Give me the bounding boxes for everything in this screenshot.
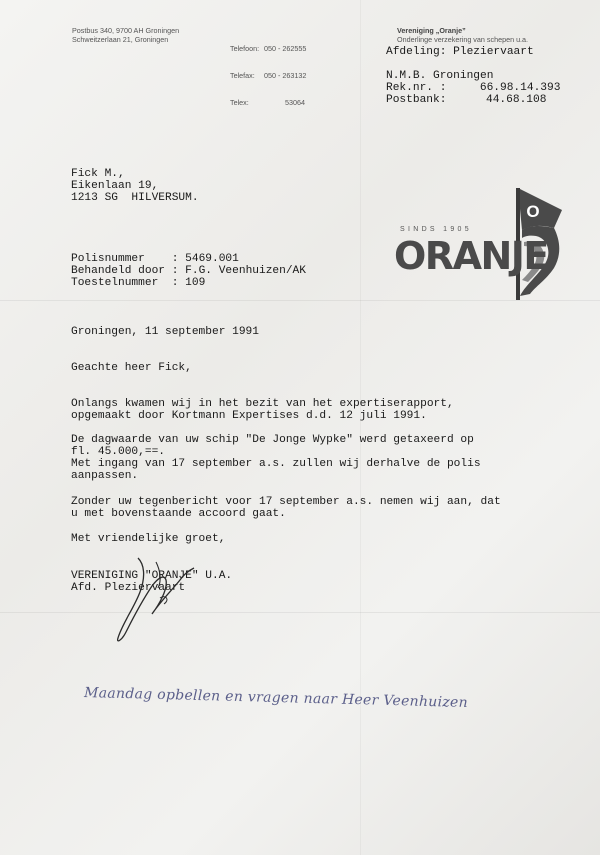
bank-accounts (386, 82, 560, 106)
salutation: Geachte heer Fick, (71, 362, 192, 374)
paragraph-1-line-2: opgemaakt door Kortmann Expertises d.d. 12 juli 1991. (71, 410, 427, 422)
oranje-logo (390, 184, 570, 302)
reference-label: Toestelnummer : (71, 277, 179, 289)
paragraph-3-line-2: aanpassen. (71, 470, 139, 482)
address-line: Postbus 340, 9700 AH Groningen (72, 26, 180, 35)
closing: Met vriendelijke groet, (71, 533, 226, 545)
flag-letter: O (526, 202, 540, 221)
signature-org: VERENIGING "ORANJE" U.A. (71, 570, 233, 582)
postbank-value: 44.68.108 (486, 94, 547, 106)
telefoon-label: Telefoon: (230, 44, 260, 53)
reference-value: F.G. Veenhuizen/AK (185, 265, 306, 277)
org-subtitle: Onderlinge verzekering van schepen u.a. (397, 35, 529, 44)
reference-label: Polisnummer : (71, 253, 179, 265)
handwritten-note: Maandag opbellen en vragen naar Heer Veenhuizen (83, 684, 469, 712)
rek-label: Rek.nr. : (386, 82, 447, 94)
reference-label: Behandeld door : (71, 265, 179, 277)
paragraph-3-line-1: Met ingang van 17 september a.s. zullen wij derhalve de polis (71, 458, 481, 470)
logo-since: SINDS 1905 (400, 226, 472, 233)
bank-name: N.M.B. Groningen (386, 70, 494, 82)
recipient-name: Fick M., (71, 168, 125, 180)
address-line: Schweitzerlaan 21, Groningen (72, 35, 169, 44)
date-line: Groningen, 11 september 1991 (71, 326, 259, 338)
paper-crease (360, 0, 361, 855)
telex-value: 53064 (285, 98, 305, 107)
letterhead-contact (230, 26, 306, 125)
telefoon-value: 050 - 262555 (264, 44, 307, 53)
telefax-label: Telefax: (230, 71, 255, 80)
reference-value: 5469.001 (185, 253, 239, 265)
reference-row (71, 277, 306, 289)
reference-row (71, 253, 306, 265)
postbank-label: Postbank: (386, 94, 447, 106)
org-name: Vereniging „Oranje” (397, 26, 466, 35)
letterhead-org (397, 26, 528, 44)
handwritten-signature (100, 540, 210, 650)
paragraph-2-line-2: fl. 45.000,==. (71, 446, 165, 458)
recipient-city: 1213 SG HILVERSUM. (71, 192, 199, 204)
reference-block (71, 253, 306, 289)
recipient-street: Eikenlaan 19, (71, 180, 159, 192)
reference-row (71, 265, 306, 277)
logo-wordmark: ORANJE (394, 234, 548, 278)
recipient-address (71, 168, 199, 204)
telefax-value: 050 - 263132 (264, 71, 307, 80)
signature-department: Afd. Pleziervaart (71, 582, 186, 594)
reference-value: 109 (185, 277, 206, 289)
paragraph-2-line-1: De dagwaarde van uw schip "De Jonge Wypke" werd getaxeerd op (71, 434, 474, 446)
paragraph-4-line-2: u met bovenstaande accoord gaat. (71, 508, 286, 520)
paragraph-1-line-1: Onlangs kwamen wij in het bezit van het expertiserapport, (71, 398, 454, 410)
telex-label: Telex: (230, 98, 249, 107)
department-line: Afdeling: Pleziervaart (386, 46, 534, 58)
letterhead-address (72, 26, 179, 44)
paper-crease (0, 612, 600, 613)
paragraph-4-line-1: Zonder uw tegenbericht voor 17 september a.s. nemen wij aan, dat (71, 496, 501, 508)
rek-value: 66.98.14.393 (479, 82, 561, 94)
